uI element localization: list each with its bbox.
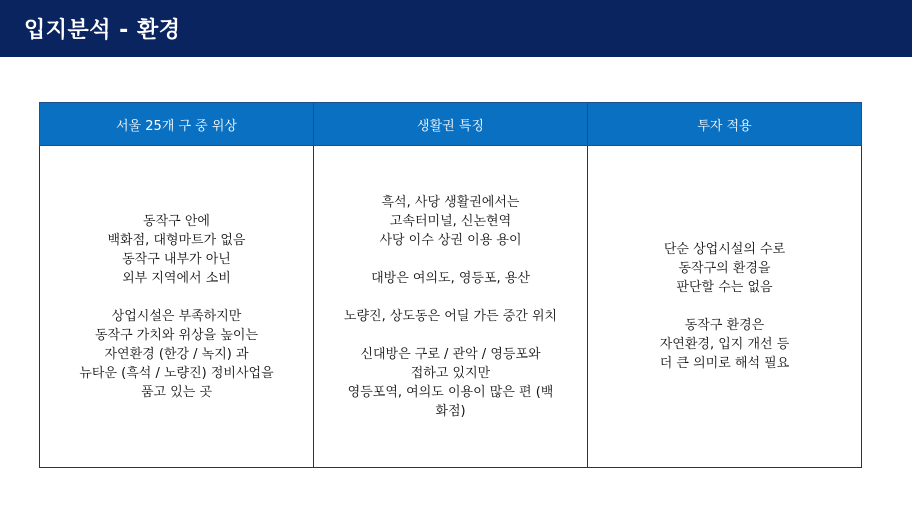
table-cell-living-area	[314, 146, 588, 468]
cell-text-status: 동작구 안에 백화점, 대형마트가 없음 동작구 내부가 아닌 외부 지역에서 소비 상업시설은 부족하지만 동작구 가치와 위상을 높이는 자연환경 (한강 / 녹지) 과 뉴타운 (흑석 / 노량진) 정비사업을 품고 있는 곳	[79, 213, 274, 400]
column-header-living-area: 생활권 특징	[314, 103, 588, 146]
column-header-investment: 투자 적용	[588, 103, 862, 146]
cell-text-living-area: 흑석, 사당 생활권에서는 고속터미널, 신논현역 사당 이수 상권 이용 용이 대방은 여의도, 영등포, 용산 노량진, 상도동은 어딜 가든 중간 위치 신대방은 구로 / 관악 / 영등포와 접하고 있지만 영등포역, 여의도 이용이 많은 편 (백 화점)	[343, 194, 558, 419]
slide-title: 입지분석 - 환경	[24, 18, 181, 43]
table-cell-status	[40, 146, 314, 468]
table-header-row	[40, 103, 862, 146]
analysis-table	[39, 102, 862, 468]
table-cell-investment	[588, 146, 862, 468]
slide-header	[0, 0, 912, 57]
table-row	[40, 146, 862, 468]
column-header-status: 서울 25개 구 중 위상	[40, 103, 314, 146]
cell-text-investment: 단순 상업시설의 수로 동작구의 환경을 판단할 수는 없음 동작구 환경은 자연환경, 입지 개선 등 더 큰 의미로 해석 필요	[659, 242, 790, 371]
